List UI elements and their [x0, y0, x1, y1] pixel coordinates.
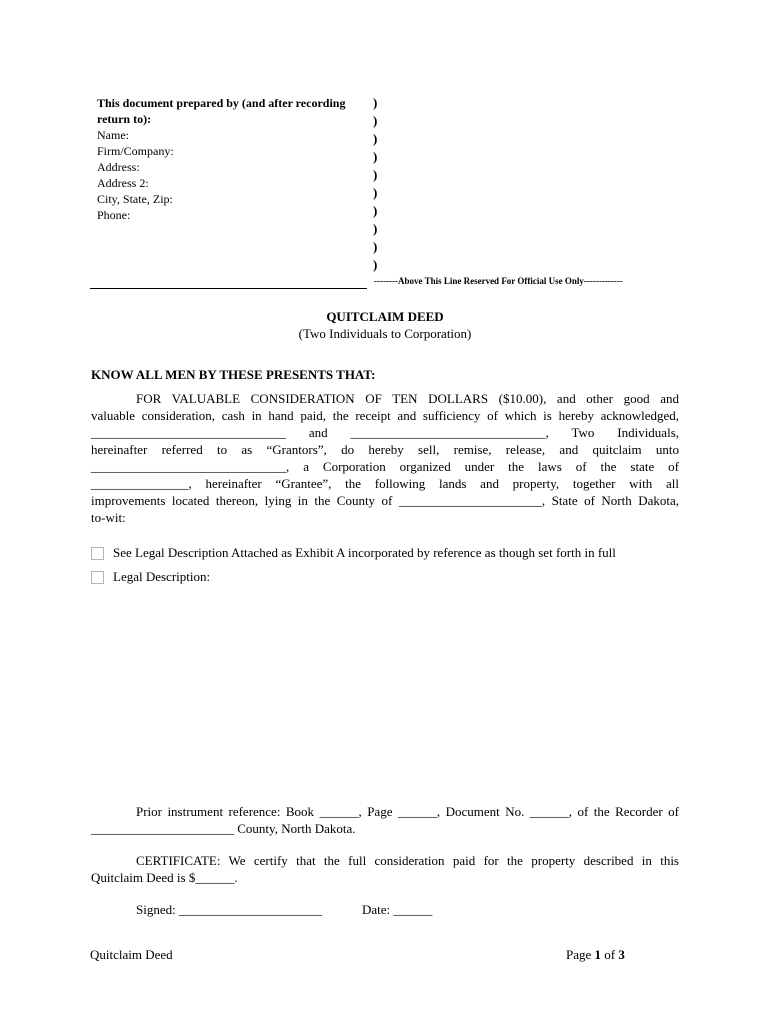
bracket-column — [373, 94, 377, 274]
footer-page-number — [566, 947, 625, 963]
preparer-phone-label: Phone: — [97, 208, 131, 222]
paragraph-line: ______________________________ and ______________________________, Two Individuals, — [91, 425, 679, 440]
bracket: ) — [373, 221, 378, 236]
exhibit-a-checkbox[interactable] — [91, 547, 104, 560]
page-of: of — [604, 947, 616, 962]
preparer-block — [97, 95, 367, 223]
legal-description-option[interactable] — [91, 569, 210, 585]
exhibit-a-label: See Legal Description Attached as Exhibit A incorporated by reference as though set forth in full — [113, 545, 616, 560]
recording-divider-line — [90, 288, 367, 289]
page-total: 3 — [618, 947, 625, 962]
document-subtitle: (Two Individuals to Corporation) — [298, 326, 472, 341]
paragraph-line: improvements located thereon, lying in the County of ______________________, State of North Dakota, — [91, 493, 679, 508]
paragraph-line: ______________________ County, North Dakota. — [91, 821, 356, 836]
paragraph-line: _______________, hereinafter “Grantee”, the following lands and property, together with all — [91, 476, 679, 491]
reserved-line-notice: --------Above This Line Reserved For Official Use Only------------- — [374, 276, 623, 286]
footer-document-name: Quitclaim Deed — [90, 947, 173, 962]
bracket: ) — [373, 203, 378, 218]
paragraph-line: FOR VALUABLE CONSIDERATION OF TEN DOLLARS ($10.00), and other good and — [136, 391, 679, 406]
document-title: QUITCLAIM DEED — [326, 309, 444, 324]
bracket: ) — [373, 149, 378, 164]
legal-description-checkbox[interactable] — [91, 571, 104, 584]
paragraph-line: Quitclaim Deed is $______. — [91, 870, 238, 885]
preparer-heading: This document prepared by (and after recording return to): — [97, 96, 346, 126]
date-line: Date: ______ — [362, 902, 433, 917]
paragraph-line: valuable consideration, cash in hand paid, the receipt and sufficiency of which is hereby acknowledged, — [91, 408, 679, 423]
preparer-address-label: Address: — [97, 160, 140, 174]
paragraph-line: CERTIFICATE: We certify that the full consideration paid for the property described in this — [136, 853, 679, 868]
signed-line: Signed: ______________________ — [136, 902, 322, 917]
certificate-paragraph — [91, 852, 679, 886]
paragraph-line: hereinafter referred to as “Grantors”, do hereby sell, remise, release, and quitclaim unto — [91, 442, 679, 457]
prior-instrument-paragraph — [91, 803, 679, 837]
page-word: Page — [566, 947, 592, 962]
page-current: 1 — [594, 947, 602, 962]
paragraph-line: to-wit: — [91, 510, 126, 525]
bracket: ) — [373, 167, 378, 182]
bracket: ) — [373, 131, 378, 146]
bracket: ) — [373, 239, 378, 254]
bracket: ) — [373, 257, 378, 272]
legal-description-label: Legal Description: — [113, 569, 211, 584]
preparer-name-label: Name: — [97, 128, 129, 142]
bracket: ) — [373, 95, 378, 110]
preparer-city-state-zip-label: City, State, Zip: — [97, 192, 173, 206]
bracket: ) — [373, 185, 378, 200]
paragraph-line: Prior instrument reference: Book ______, Page ______, Document No. ______, of the Recorder of — [136, 804, 679, 819]
paragraph-line: ______________________________, a Corporation organized under the laws of the state of — [91, 459, 679, 474]
consideration-paragraph — [91, 390, 679, 526]
know-all-men-heading: KNOW ALL MEN BY THESE PRESENTS THAT: — [91, 367, 376, 382]
preparer-address2-label: Address 2: — [97, 176, 149, 190]
exhibit-a-option[interactable] — [91, 545, 616, 561]
bracket: ) — [373, 113, 378, 128]
preparer-firm-label: Firm/Company: — [97, 144, 174, 158]
